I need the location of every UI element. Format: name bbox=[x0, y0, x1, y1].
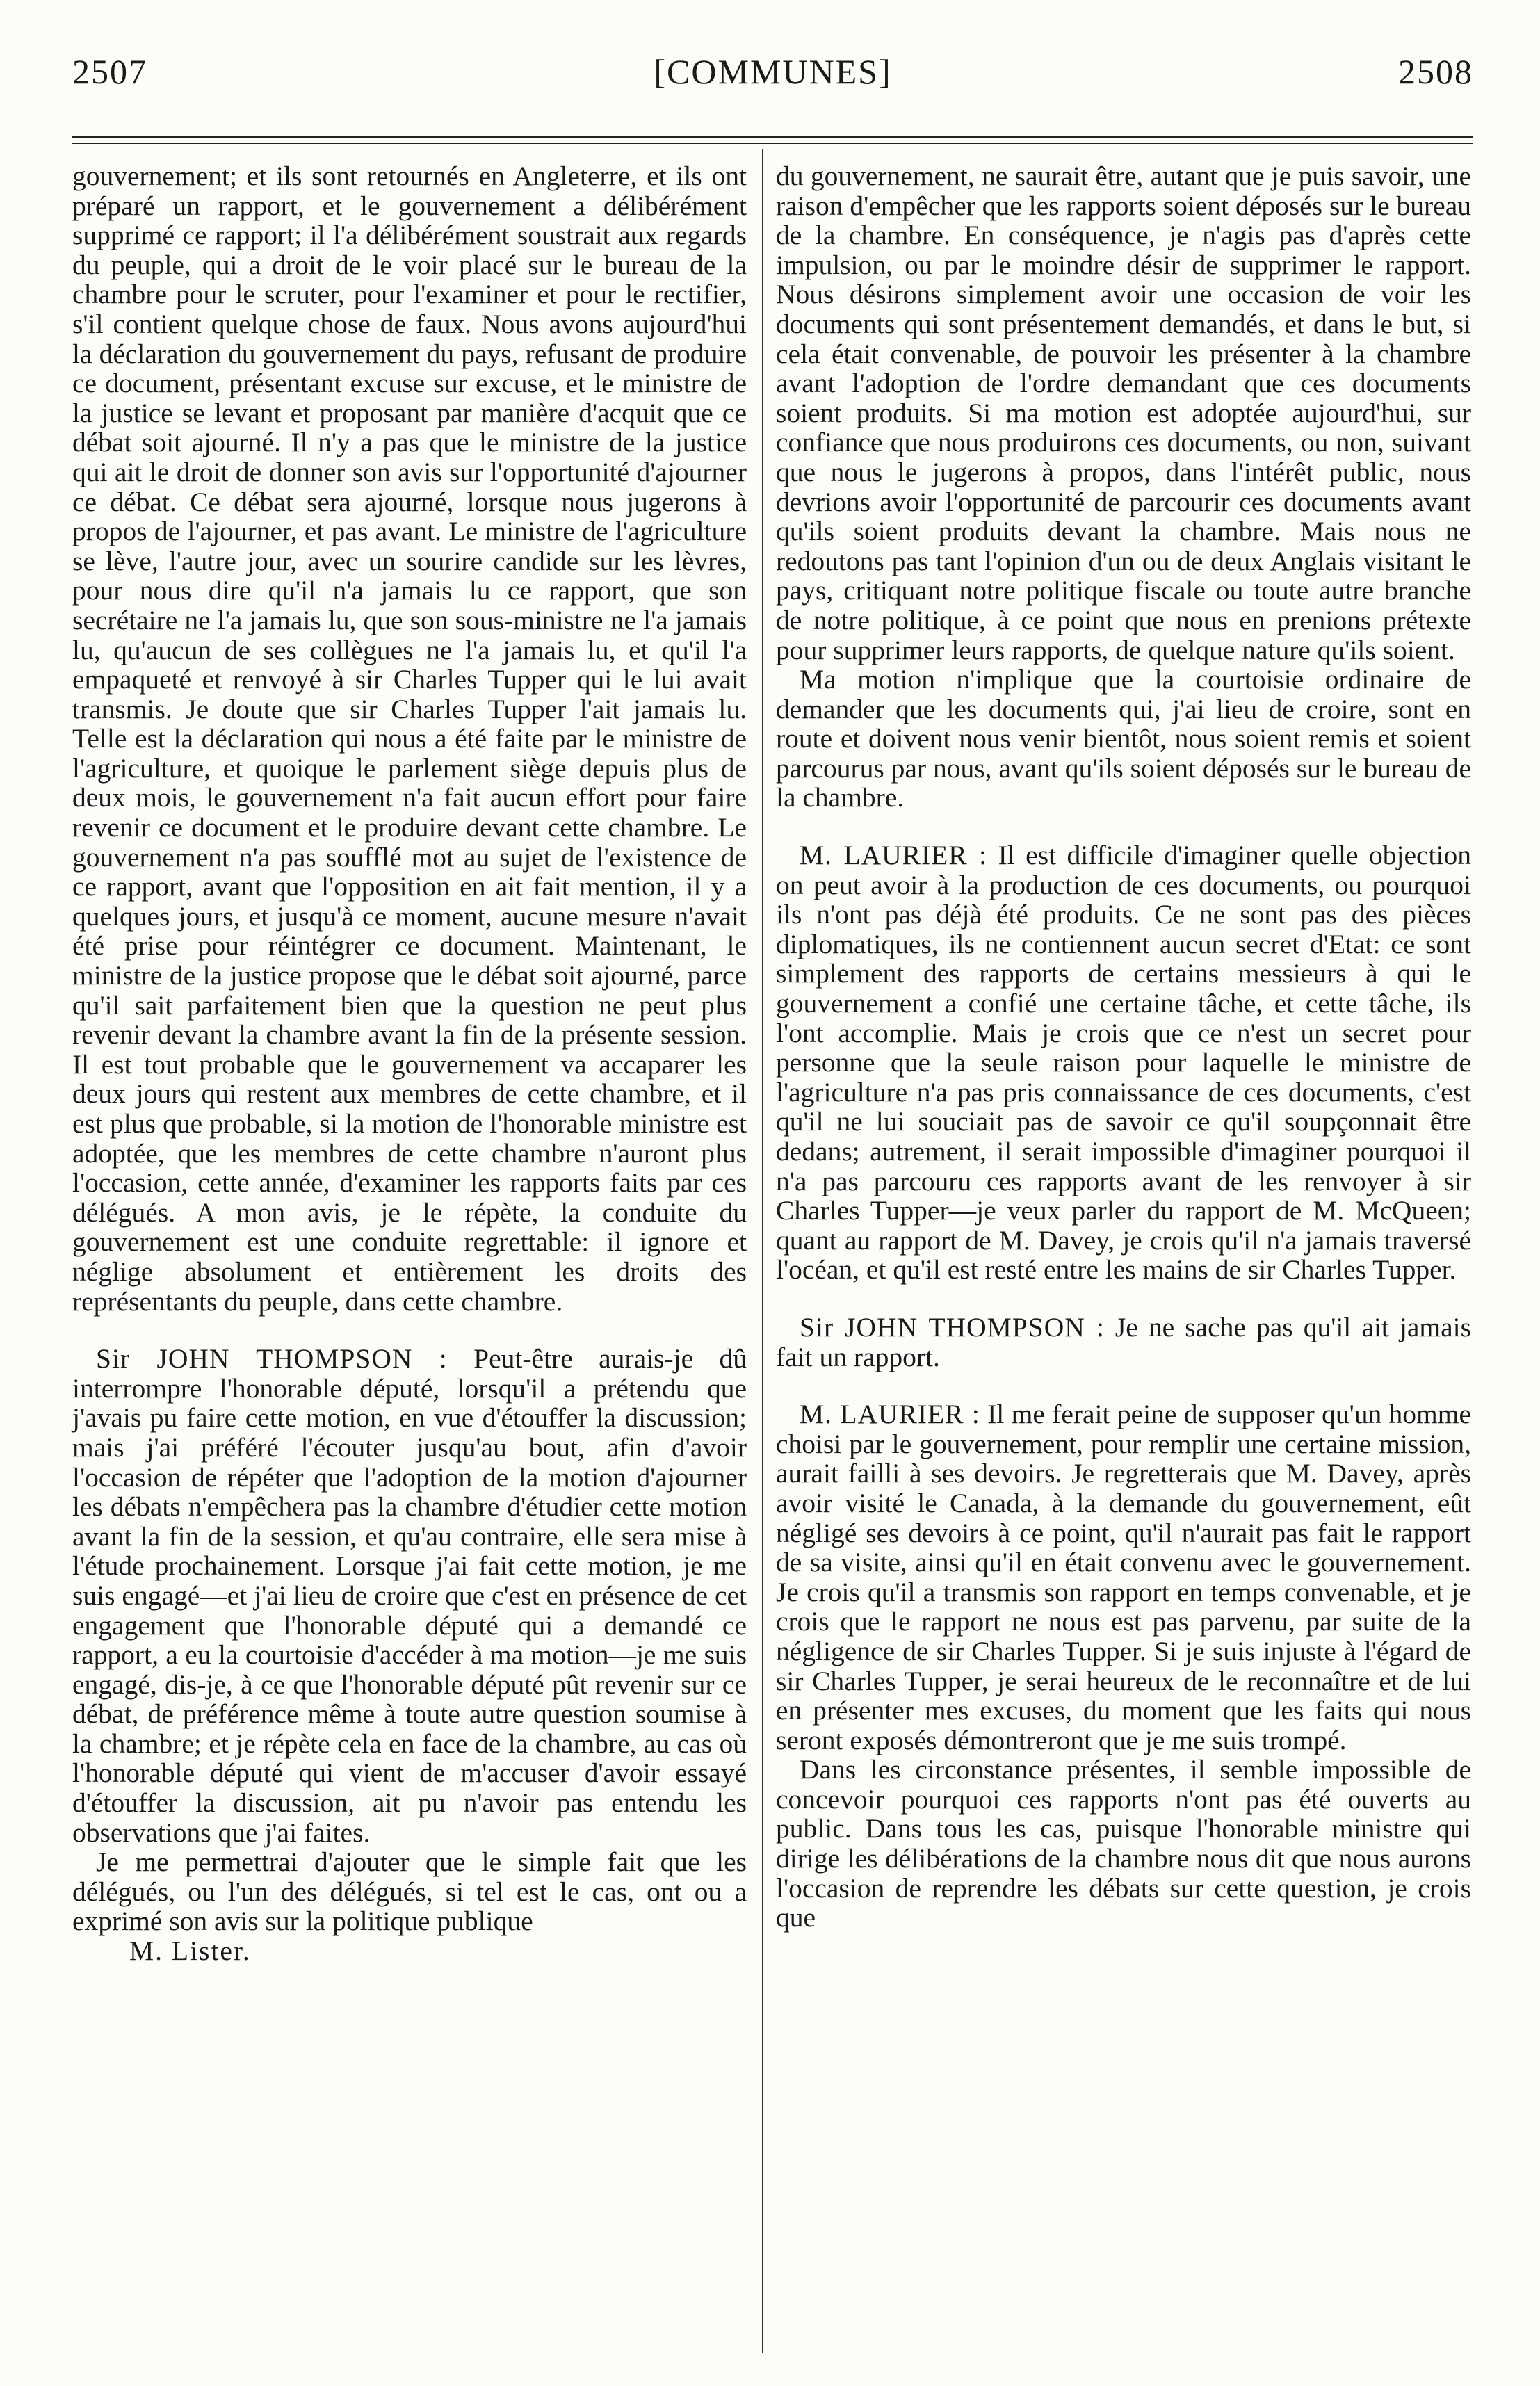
header-rule bbox=[72, 136, 1473, 144]
speaker-name: M. LAURIER : bbox=[800, 1399, 980, 1430]
running-header bbox=[72, 51, 1473, 100]
paragraph: gouvernement; et ils sont retournés en Angleterre, et ils ont préparé un rapport, et le gouvernement a délibérément supprimé ce rapport; il l'a délibérément soustrait aux regards du peuple, qui a droit de le voir placé sur le bureau de la chambre pour le scruter, pour l'examiner et pour le rectifier, s'il contient quelque chose de faux. Nous avons aujourd'hui la déclaration du gouvernement du pays, refusant de produire ce document, présentant excuse sur excuse, et le ministre de la justice se levant et proposant par manière d'acquit que ce débat soit ajourné. Il n'y a pas que le ministre de la justice qui ait le droit de donner son avis sur l'opportunité d'ajourner ce débat. Ce débat sera ajourné, lorsque nous jugerons à propos de l'ajourner, et pas avant. Le ministre de l'agriculture se lève, l'autre jour, avec un sourire candide sur les lèvres, pour nous dire qu'il n'a jamais lu ce rapport, que son secrétaire ne l'a jamais lu, que son sous-ministre ne l'a jamais lu, qu'aucun de ses collègues ne l'a jamais lu, et qu'il l'a empaqueté et renvoyé à sir Charles Tupper qui le lui avait transmis. Je doute que sir Charles Tupper l'ait jamais lu. Telle est la déclaration qui nous a été faite par le ministre de l'agriculture, et quoique le parlement siège depuis plus de deux mois, le gouvernement n'a fait aucun effort pour faire revenir ce document et le produire devant cette chambre. Le gouvernement n'a pas soufflé mot au sujet de l'existence de ce rapport, avant que l'opposition en ait fait mention, il y a quelques jours, et jusqu'à ce moment, aucune mesure n'avait été prise pour réintégrer ce document. Maintenant, le ministre de la justice propose que le débat soit ajourné, parce qu'il sait parfaitement bien que la question ne peut plus revenir devant la chambre avant la fin de la présente session. Il est tout probable que le gouvernement va accaparer les deux jours qui restent aux membres de cette chambre, et il est plus que probable, si la motion de l'honorable ministre est adoptée, que les membres de cette chambre n'auront plus l'occasion, cette année, d'examiner les rapports faits par ces délégués. A mon avis, je le répète, la conduite du gouvernement est une conduite regrettable: il ignore et néglige absolument et entièrement les droits des représentants du peuple, dans cette chambre. bbox=[72, 161, 747, 1317]
speech-paragraph bbox=[776, 1399, 1471, 1755]
speech-text: Il est difficile d'imaginer quelle objection on peut avoir à la production de ces documents, ou pourquoi ils n'ont pas déjà été produits. Ce ne sont pas des pièces diplomatiques, ils ne contiennent aucun secret d'Etat: ce sont simplement des rapports de certains messieurs à qui le gouvernement a confié une certaine tâche, et cette tâche, ils l'ont accomplie. Mais je crois que ce n'est un secret pour personne que la seule raison pour laquelle le ministre de l'agriculture n'a pas pris connaissance de ces documents, c'est qu'il ne lui souciait pas de savoir ce qu'il soupçonnait être dedans; autrement, il serait impossible d'imaginer pourquoi il n'a pas parcouru ces rapports avant de les renvoyer à sir Charles Tupper—je veux parler du rapport de M. McQueen; quant au rapport de M. Davey, je crois qu'il n'a jamais traversé l'océan, et qu'il est resté entre les mains de sir Charles Tupper. bbox=[776, 840, 1472, 1285]
paragraph: Je me permettrai d'ajouter que le simple fait que les délégués, ou l'un des délégués, si tel est le cas, ont ou a exprimé son avis sur la politique publique bbox=[72, 1847, 747, 1937]
right-column bbox=[776, 161, 1471, 1933]
speaker-name: Sir JOHN THOMPSON : bbox=[96, 1343, 448, 1374]
speaker-name: M. LAURIER : bbox=[800, 840, 988, 871]
speaker-name: Sir JOHN THOMPSON : bbox=[800, 1311, 1105, 1342]
page-number-right: 2508 bbox=[1398, 52, 1473, 91]
paragraph: Dans les circonstance présentes, il semble impossible de concevoir pourquoi ces rapports n'ont pas été ouverts au public. Dans tous les cas, puisque l'honorable ministre qui dirige les délibérations de la chambre nous dit que nous aurons l'occasion de reprendre les débats sur cette question, je crois que bbox=[776, 1754, 1471, 1933]
paragraph: du gouvernement, ne saurait être, autant que je puis savoir, une raison d'empêcher que les rapports soient déposés sur le bureau de la chambre. En conséquence, je n'agis pas d'après cette impulsion, ou par le moindre désir de supprimer le rapport. Nous désirons simplement avoir une occasion de voir les documents qui sont présentement demandés, et dans le but, si cela était convenable, de pouvoir les présenter à la chambre avant l'adoption de l'ordre demandant que ces documents soient produits. Si ma motion est adoptée aujourd'hui, sur confiance que nous produirons ces documents, ou non, suivant que nous le jugerons à propos, dans l'intérêt public, nous devrions avoir l'opportunité de parcourir ces documents avant qu'ils soient produits devant la chambre. Mais nous ne redoutons pas tant l'opinion d'un ou de deux Anglais visitant le pays, critiquant notre politique fiscale ou toute autre branche de notre politique, à ce point que nous en prenions prétexte pour supprimer leurs rapports, de quelque nature qu'ils soient. bbox=[776, 161, 1471, 665]
column-divider bbox=[762, 149, 763, 2353]
speech-text: Il me ferait peine de supposer qu'un homme choisi par le gouvernement, pour remplir une certaine mission, aurait failli à ses devoirs. Je regretterais que M. Davey, après avoir visité le Canada, à la demande du gouvernement, eût négligé ses devoirs à ce point, qu'il n'aurait pas fait le rapport de sa visite, ainsi qu'il en était convenu avec le gouvernement. Je crois qu'il a transmis son rapport en temps convenable, et je crois que le rapport ne nous est pas parvenu, par suite de la négligence de sir Charles Tupper. Si je suis injuste à l'égard de sir Charles Tupper, je serai heureux de le reconnaître et de lui en présenter mes excuses, du moment que les faits qui nous seront exposés démontreront que je me suis trompé. bbox=[776, 1399, 1472, 1755]
footer-speaker-name: M. Lister. bbox=[129, 1935, 251, 1967]
page-number-left: 2507 bbox=[72, 52, 147, 91]
speech-paragraph bbox=[776, 841, 1471, 1285]
paragraph: Ma motion n'implique que la courtoisie ordinaire de demander que les documents qui, j'ai lieu de croire, sont en route et doivent nous venir bientôt, nous soient remis et soient parcourus par nous, avant qu'ils soient déposés sur le bureau de la chambre. bbox=[776, 664, 1471, 813]
speech-paragraph bbox=[776, 1313, 1471, 1372]
page-title: [COMMUNES] bbox=[654, 52, 892, 91]
speech-text: Peut-être aurais-je dû interrompre l'honorable député, lorsqu'il a prétendu que j'avais pu faire cette motion, en vue d'étouffer la discussion; mais j'ai préféré l'écouter jusqu'au bout, afin d'avoir l'occasion de répéter que l'adoption de la motion d'ajourner les débats n'empêchera pas la chambre d'étudier cette motion avant la fin de la session, et qu'au contraire, elle sera mise à l'étude prochainement. Lorsque j'ai fait cette motion, je me suis engagé—et j'ai lieu de croire que c'est en présence de cet engagement que l'honorable député qui a demandé ce rapport, a eu la courtoisie d'accéder à ma motion—je me suis engagé, dis-je, à ce que l'honorable député pût revenir sur ce débat, de préférence même à toute autre question soumise à la chambre; et je répète cela en face de la chambre, au cas où l'honorable député qui vient de m'accuser d'avoir essayé d'étouffer la discussion, ait pu n'avoir pas entendu les observations que j'ai faites. bbox=[72, 1343, 747, 1848]
speech-paragraph bbox=[72, 1344, 747, 1847]
speech-text: Je ne sache pas qu'il ait jamais fait un rapport. bbox=[776, 1311, 1471, 1372]
left-column bbox=[72, 161, 747, 1966]
